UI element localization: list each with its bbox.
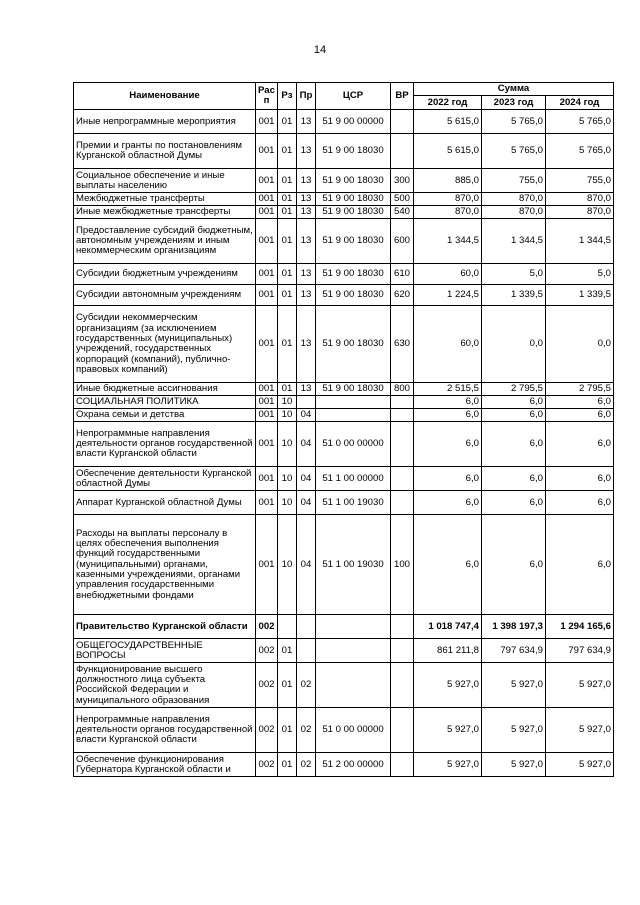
table-row <box>74 708 614 753</box>
cell-csr: 51 0 00 00000 <box>316 422 391 467</box>
cell-pr: 13 <box>297 134 316 169</box>
cell-rz: 01 <box>278 663 297 708</box>
cell-csr <box>316 615 391 639</box>
cell-vr <box>391 708 414 753</box>
cell-csr: 51 9 00 18030 <box>316 264 391 285</box>
cell-vr <box>391 663 414 708</box>
cell-vr: 500 <box>391 193 414 206</box>
cell-y2023: 5 765,0 <box>482 134 546 169</box>
cell-name: Обеспечение деятельности Курганской областной Думы <box>74 467 256 491</box>
cell-pr: 02 <box>297 663 316 708</box>
cell-name: Охрана семьи и детства <box>74 409 256 422</box>
cell-y2022: 861 211,8 <box>414 639 482 663</box>
cell-name: ОБЩЕГОСУДАРСТВЕННЫЕ ВОПРОСЫ <box>74 639 256 663</box>
cell-pr: 04 <box>297 409 316 422</box>
cell-csr <box>316 396 391 409</box>
cell-y2023: 6,0 <box>482 491 546 515</box>
cell-csr: 51 0 00 00000 <box>316 708 391 753</box>
cell-name: Правительство Курганской области <box>74 615 256 639</box>
cell-csr: 51 9 00 18030 <box>316 219 391 264</box>
cell-ras: 001 <box>256 383 278 396</box>
cell-vr: 100 <box>391 515 414 615</box>
table-row <box>74 422 614 467</box>
cell-pr: 02 <box>297 753 316 777</box>
cell-ras: 001 <box>256 491 278 515</box>
header-2023: 2023 год <box>482 96 546 110</box>
header-ras: Рас п <box>256 83 278 110</box>
budget-table <box>73 82 614 777</box>
cell-y2024: 1 344,5 <box>546 219 614 264</box>
cell-rz: 01 <box>278 169 297 193</box>
cell-vr <box>391 422 414 467</box>
cell-csr: 51 2 00 00000 <box>316 753 391 777</box>
cell-name: Субсидии автономным учреждениям <box>74 285 256 306</box>
cell-vr <box>391 615 414 639</box>
cell-ras: 001 <box>256 409 278 422</box>
table-body <box>74 110 614 777</box>
cell-name: Предоставление субсидий бюджетным, автономным учреждениям и иным некоммерческим организациям <box>74 219 256 264</box>
cell-ras: 001 <box>256 422 278 467</box>
table-row <box>74 663 614 708</box>
cell-y2022: 5 927,0 <box>414 708 482 753</box>
cell-y2023: 1 339,5 <box>482 285 546 306</box>
cell-y2024: 6,0 <box>546 396 614 409</box>
cell-y2024: 6,0 <box>546 515 614 615</box>
cell-vr <box>391 753 414 777</box>
cell-csr: 51 9 00 18030 <box>316 206 391 219</box>
cell-ras: 001 <box>256 169 278 193</box>
cell-y2023: 6,0 <box>482 467 546 491</box>
cell-ras: 002 <box>256 753 278 777</box>
cell-rz: 01 <box>278 383 297 396</box>
cell-y2023: 6,0 <box>482 409 546 422</box>
cell-name: Непрограммные направления деятельности органов государственной власти Курганской области <box>74 422 256 467</box>
cell-rz: 01 <box>278 110 297 134</box>
cell-name: Функционирование высшего должностного лица субъекта Российской Федерации и муниципального образования <box>74 663 256 708</box>
cell-csr: 51 9 00 18030 <box>316 285 391 306</box>
cell-y2022: 6,0 <box>414 422 482 467</box>
cell-name: Расходы на выплаты персоналу в целях обеспечения выполнения функций государственными (муниципальными) органами, казенными учреждениями, органами управления государственными внебюджетными фондами <box>74 515 256 615</box>
cell-vr: 800 <box>391 383 414 396</box>
cell-y2024: 797 634,9 <box>546 639 614 663</box>
cell-rz: 01 <box>278 219 297 264</box>
cell-csr: 51 9 00 18030 <box>316 134 391 169</box>
cell-y2022: 5 927,0 <box>414 753 482 777</box>
cell-y2024: 6,0 <box>546 491 614 515</box>
table-row <box>74 615 614 639</box>
cell-y2024: 870,0 <box>546 193 614 206</box>
cell-vr: 610 <box>391 264 414 285</box>
cell-ras: 002 <box>256 708 278 753</box>
cell-rz: 10 <box>278 515 297 615</box>
cell-y2022: 5 615,0 <box>414 134 482 169</box>
cell-ras: 001 <box>256 193 278 206</box>
cell-ras: 002 <box>256 615 278 639</box>
cell-ras: 001 <box>256 515 278 615</box>
cell-y2023: 6,0 <box>482 422 546 467</box>
table-row <box>74 639 614 663</box>
cell-pr: 13 <box>297 169 316 193</box>
cell-ras: 001 <box>256 285 278 306</box>
table-row <box>74 409 614 422</box>
cell-rz: 01 <box>278 264 297 285</box>
cell-pr: 13 <box>297 219 316 264</box>
cell-y2023: 5 927,0 <box>482 708 546 753</box>
page-number: 14 <box>313 44 327 56</box>
cell-rz: 01 <box>278 708 297 753</box>
cell-y2024: 755,0 <box>546 169 614 193</box>
cell-name: Премии и гранты по постановлениям Курганской областной Думы <box>74 134 256 169</box>
cell-vr <box>391 491 414 515</box>
cell-y2022: 1 018 747,4 <box>414 615 482 639</box>
cell-vr: 600 <box>391 219 414 264</box>
header-2022: 2022 год <box>414 96 482 110</box>
cell-csr <box>316 639 391 663</box>
cell-csr: 51 9 00 00000 <box>316 110 391 134</box>
cell-pr: 13 <box>297 306 316 383</box>
cell-csr: 51 1 00 19030 <box>316 515 391 615</box>
table-row <box>74 264 614 285</box>
cell-y2023: 5 927,0 <box>482 753 546 777</box>
cell-pr: 13 <box>297 193 316 206</box>
cell-y2024: 1 339,5 <box>546 285 614 306</box>
cell-y2022: 6,0 <box>414 467 482 491</box>
cell-y2023: 0,0 <box>482 306 546 383</box>
cell-y2023: 797 634,9 <box>482 639 546 663</box>
cell-y2024: 5 927,0 <box>546 753 614 777</box>
cell-y2023: 6,0 <box>482 515 546 615</box>
cell-y2022: 870,0 <box>414 193 482 206</box>
cell-pr: 02 <box>297 708 316 753</box>
cell-ras: 001 <box>256 306 278 383</box>
cell-csr: 51 9 00 18030 <box>316 383 391 396</box>
cell-pr: 13 <box>297 383 316 396</box>
cell-rz: 10 <box>278 467 297 491</box>
cell-y2024: 6,0 <box>546 467 614 491</box>
cell-name: Межбюджетные трансферты <box>74 193 256 206</box>
cell-y2022: 6,0 <box>414 491 482 515</box>
cell-name: Аппарат Курганской областной Думы <box>74 491 256 515</box>
table-row <box>74 306 614 383</box>
table-row <box>74 467 614 491</box>
cell-ras: 002 <box>256 639 278 663</box>
cell-y2022: 1 344,5 <box>414 219 482 264</box>
cell-csr: 51 9 00 18030 <box>316 193 391 206</box>
cell-rz: 10 <box>278 491 297 515</box>
cell-ras: 001 <box>256 219 278 264</box>
cell-y2022: 6,0 <box>414 515 482 615</box>
cell-y2023: 5,0 <box>482 264 546 285</box>
cell-rz: 01 <box>278 753 297 777</box>
cell-csr: 51 1 00 19030 <box>316 491 391 515</box>
cell-vr <box>391 396 414 409</box>
header-csr: ЦСР <box>316 83 391 110</box>
cell-ras: 001 <box>256 396 278 409</box>
cell-y2023: 2 795,5 <box>482 383 546 396</box>
cell-y2022: 885,0 <box>414 169 482 193</box>
cell-y2024: 6,0 <box>546 422 614 467</box>
cell-csr: 51 9 00 18030 <box>316 169 391 193</box>
cell-name: Иные бюджетные ассигнования <box>74 383 256 396</box>
cell-y2023: 1 398 197,3 <box>482 615 546 639</box>
cell-y2022: 60,0 <box>414 306 482 383</box>
cell-y2022: 6,0 <box>414 409 482 422</box>
cell-rz: 10 <box>278 396 297 409</box>
cell-y2023: 6,0 <box>482 396 546 409</box>
header-name: Наименование <box>74 83 256 110</box>
cell-vr <box>391 467 414 491</box>
cell-vr: 630 <box>391 306 414 383</box>
cell-y2024: 5 765,0 <box>546 110 614 134</box>
cell-vr <box>391 110 414 134</box>
cell-y2024: 870,0 <box>546 206 614 219</box>
cell-y2023: 870,0 <box>482 193 546 206</box>
cell-ras: 001 <box>256 206 278 219</box>
cell-y2024: 2 795,5 <box>546 383 614 396</box>
cell-y2023: 870,0 <box>482 206 546 219</box>
cell-vr: 300 <box>391 169 414 193</box>
cell-csr <box>316 663 391 708</box>
cell-y2024: 1 294 165,6 <box>546 615 614 639</box>
cell-ras: 002 <box>256 663 278 708</box>
cell-name: Субсидии бюджетным учреждениям <box>74 264 256 285</box>
cell-y2023: 5 927,0 <box>482 663 546 708</box>
cell-vr: 620 <box>391 285 414 306</box>
cell-ras: 001 <box>256 110 278 134</box>
cell-y2023: 755,0 <box>482 169 546 193</box>
cell-pr <box>297 639 316 663</box>
cell-vr <box>391 409 414 422</box>
cell-pr: 04 <box>297 491 316 515</box>
cell-y2022: 870,0 <box>414 206 482 219</box>
cell-pr <box>297 615 316 639</box>
cell-csr: 51 9 00 18030 <box>316 306 391 383</box>
cell-name: Обеспечение функционирования Губернатора Курганской области и <box>74 753 256 777</box>
cell-name: Непрограммные направления деятельности органов государственной власти Курганской области <box>74 708 256 753</box>
cell-rz: 01 <box>278 285 297 306</box>
cell-pr <box>297 396 316 409</box>
cell-pr: 13 <box>297 285 316 306</box>
header-pr: Пр <box>297 83 316 110</box>
cell-rz <box>278 615 297 639</box>
table-row <box>74 134 614 169</box>
cell-rz: 01 <box>278 134 297 169</box>
cell-rz: 10 <box>278 422 297 467</box>
table-row <box>74 396 614 409</box>
cell-rz: 01 <box>278 639 297 663</box>
cell-vr <box>391 639 414 663</box>
table-row <box>74 491 614 515</box>
cell-y2024: 0,0 <box>546 306 614 383</box>
cell-pr: 13 <box>297 110 316 134</box>
cell-y2022: 5 927,0 <box>414 663 482 708</box>
cell-pr: 04 <box>297 422 316 467</box>
table-row <box>74 753 614 777</box>
cell-y2024: 5,0 <box>546 264 614 285</box>
table-header <box>74 83 614 110</box>
cell-ras: 001 <box>256 134 278 169</box>
cell-y2022: 2 515,5 <box>414 383 482 396</box>
header-2024: 2024 год <box>546 96 614 110</box>
cell-vr: 540 <box>391 206 414 219</box>
cell-name: СОЦИАЛЬНАЯ ПОЛИТИКА <box>74 396 256 409</box>
table-row <box>74 383 614 396</box>
cell-rz: 01 <box>278 193 297 206</box>
cell-y2022: 5 615,0 <box>414 110 482 134</box>
cell-y2024: 5 765,0 <box>546 134 614 169</box>
cell-y2023: 1 344,5 <box>482 219 546 264</box>
cell-y2023: 5 765,0 <box>482 110 546 134</box>
table-row <box>74 285 614 306</box>
cell-y2024: 5 927,0 <box>546 708 614 753</box>
cell-y2022: 1 224,5 <box>414 285 482 306</box>
cell-vr <box>391 134 414 169</box>
table-row <box>74 206 614 219</box>
table-row <box>74 193 614 206</box>
cell-y2024: 6,0 <box>546 409 614 422</box>
header-rz: Рз <box>278 83 297 110</box>
cell-rz: 01 <box>278 206 297 219</box>
table-row <box>74 515 614 615</box>
header-sum: Сумма <box>414 83 614 96</box>
table-row <box>74 219 614 264</box>
cell-pr: 04 <box>297 467 316 491</box>
cell-csr <box>316 409 391 422</box>
cell-y2022: 6,0 <box>414 396 482 409</box>
table-row <box>74 110 614 134</box>
cell-pr: 04 <box>297 515 316 615</box>
cell-pr: 13 <box>297 264 316 285</box>
cell-ras: 001 <box>256 264 278 285</box>
header-vr: ВР <box>391 83 414 110</box>
cell-name: Иные непрограммные мероприятия <box>74 110 256 134</box>
cell-pr: 13 <box>297 206 316 219</box>
cell-ras: 001 <box>256 467 278 491</box>
table-row <box>74 169 614 193</box>
cell-rz: 10 <box>278 409 297 422</box>
cell-rz: 01 <box>278 306 297 383</box>
cell-name: Социальное обеспечение и иные выплаты населению <box>74 169 256 193</box>
cell-csr: 51 1 00 00000 <box>316 467 391 491</box>
cell-y2024: 5 927,0 <box>546 663 614 708</box>
cell-name: Иные межбюджетные трансферты <box>74 206 256 219</box>
cell-name: Субсидии некоммерческим организациям (за исключением государственных (муниципальных) учреждений, государственных корпораций (компаний), публично-правовых компаний) <box>74 306 256 383</box>
cell-y2022: 60,0 <box>414 264 482 285</box>
